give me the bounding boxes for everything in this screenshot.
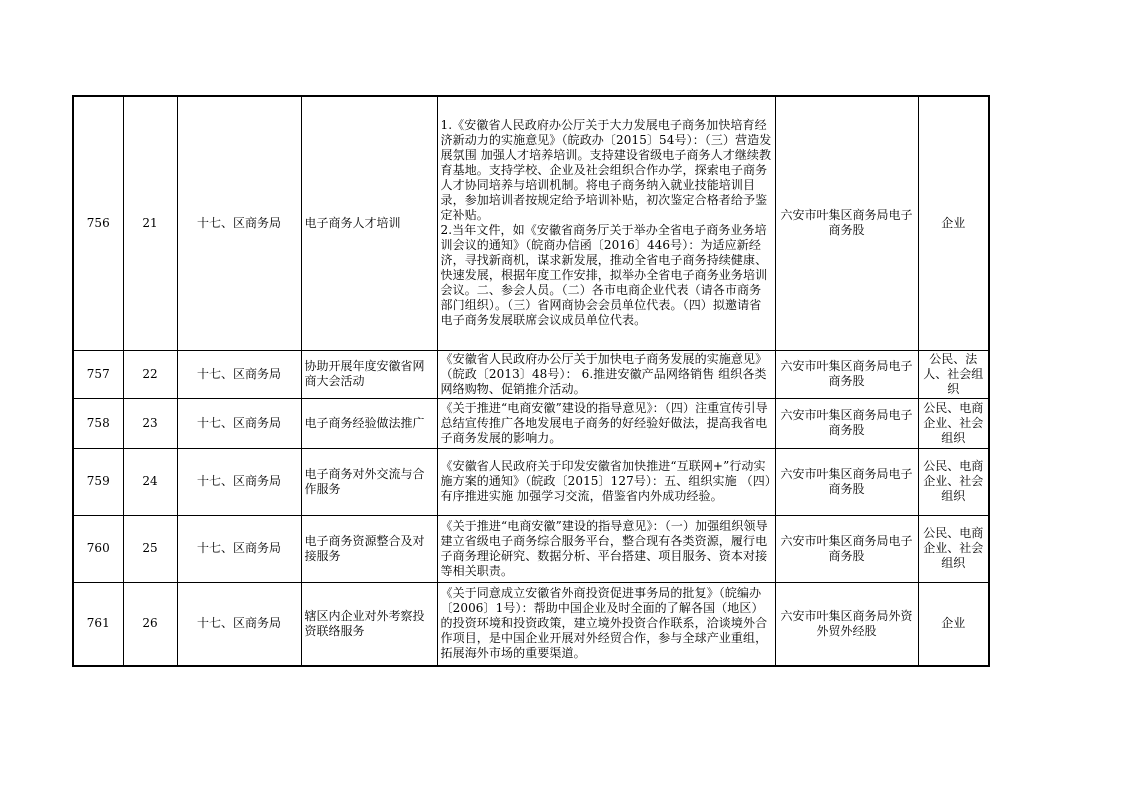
service-item-cell: 电子商务人才培训: [301, 96, 437, 350]
responsible-unit-cell: 六安市叶集区商务局电子商务股: [775, 448, 918, 515]
policy-basis-cell: [437, 350, 775, 398]
policy-basis-cell: [437, 96, 775, 350]
service-item-cell: 协助开展年度安徽省网商大会活动: [301, 350, 437, 398]
item-number-cell: 22: [123, 350, 177, 398]
service-item-cell: 电子商务经验做法推广: [301, 398, 437, 448]
policy-basis-text: 《关于同意成立安徽省外商投资促进事务局的批复》（皖编办〔2006〕1号）：帮助中国企业及时全面的了解各国（地区）的投资环境和投资政策，建立境外投资合作联系，洽谈境外合作项目，是中国企业开展对外经贸合作，参与全球产业重组，拓展海外市场的重要渠道。: [440, 586, 768, 661]
responsible-unit-cell: 六安市叶集区商务局电子商务股: [775, 350, 918, 398]
seq-cell: 761: [73, 582, 123, 666]
item-number-cell: 21: [123, 96, 177, 350]
service-target-cell: 公民、电商企业、社会组织: [918, 398, 989, 448]
department-cell: 十七、区商务局: [177, 96, 301, 350]
policy-basis-text: 1.《安徽省人民政府办公厅关于大力发展电子商务加快培育经济新动力的实施意见》（皖政办〔2015〕54号）：（三）营造发展氛围 加强人才培养培训。支持建设省级电子商务人才继续教育基地。支持学校、企业及社会组织合作办学，探索电子商务人才协同培养与培训机制。将电子商务纳入就业技能培训目录，参加培训者按规定给予培训补贴，初次鉴定合格者给予鉴定补贴。 2.当年文件，如《安徽省商务厅关于举办全省电子商务业务培训会议的通知》（皖商办信函〔2016〕446号）：为适应新经济，寻找新商机，谋求新发展，推动全省电子商务持续健康、快速发展，根据年度工作安排，拟举办全省电子商务业务培训会议。二、参会人员。（二）各市电商企业代表（请各市商务部门组织）。（三）省网商协会会员单位代表。（四）拟邀请省电子商务发展联席会议成员单位代表。: [440, 118, 772, 328]
seq-cell: 758: [73, 398, 123, 448]
service-item-cell: 电子商务对外交流与合作服务: [301, 448, 437, 515]
department-cell: 十七、区商务局: [177, 350, 301, 398]
department-cell: 十七、区商务局: [177, 448, 301, 515]
service-target-cell: 公民、电商企业、社会组织: [918, 515, 989, 582]
department-cell: 十七、区商务局: [177, 515, 301, 582]
seq-cell: 757: [73, 350, 123, 398]
service-item-cell: 电子商务资源整合及对接服务: [301, 515, 437, 582]
service-target-cell: 公民、电商企业、社会组织: [918, 448, 989, 515]
department-cell: 十七、区商务局: [177, 398, 301, 448]
table-row: [73, 448, 989, 515]
policy-basis-text: 《安徽省人民政府关于印发安徽省加快推进“互联网+”行动实施方案的通知》（皖政〔2015〕127号）：五、组织实施 （四）有序推进实施 加强学习交流，借鉴省内外成功经验。: [440, 459, 771, 503]
policy-basis-cell: [437, 582, 775, 666]
service-item-cell: 辖区内企业对外考察投资联络服务: [301, 582, 437, 666]
seq-cell: 756: [73, 96, 123, 350]
table-row: [73, 582, 989, 666]
service-target-cell: 企业: [918, 96, 989, 350]
policy-basis-text: 《关于推进“电商安徽”建设的指导意见》：（四）注重宣传引导 总结宣传推广各地发展电子商务的好经验好做法，提高我省电子商务发展的影响力。: [440, 400, 768, 445]
table-row: [73, 350, 989, 398]
responsible-unit-cell: 六安市叶集区商务局电子商务股: [775, 96, 918, 350]
seq-cell: 759: [73, 448, 123, 515]
table-row: [73, 398, 989, 448]
responsible-unit-cell: 六安市叶集区商务局外资外贸外经股: [775, 582, 918, 666]
service-target-cell: 企业: [918, 582, 989, 666]
policy-basis-cell: [437, 515, 775, 582]
service-target-cell: 公民、法人、社会组织: [918, 350, 989, 398]
department-cell: 十七、区商务局: [177, 582, 301, 666]
responsible-unit-cell: 六安市叶集区商务局电子商务股: [775, 398, 918, 448]
responsible-unit-cell: 六安市叶集区商务局电子商务股: [775, 515, 918, 582]
item-number-cell: 26: [123, 582, 177, 666]
policy-basis-cell: [437, 448, 775, 515]
seq-cell: 760: [73, 515, 123, 582]
item-number-cell: 25: [123, 515, 177, 582]
policy-basis-text: 《关于推进“电商安徽”建设的指导意见》：（一）加强组织领导 建立省级电子商务综合服务平台，整合现有各类资源，履行电子商务理论研究、数据分析、平台搭建、项目服务、资本对接等相关职责。: [440, 518, 768, 578]
table-row: [73, 515, 989, 582]
table-row: [73, 96, 989, 350]
item-number-cell: 24: [123, 448, 177, 515]
policy-basis-text: 《安徽省人民政府办公厅关于加快电子商务发展的实施意见》（皖政〔2013〕48号）： 6.推进安徽产品网络销售 组织各类网络购物、促销推介活动。: [440, 351, 768, 396]
item-number-cell: 23: [123, 398, 177, 448]
policy-basis-cell: [437, 398, 775, 448]
service-list-table: [72, 95, 990, 667]
